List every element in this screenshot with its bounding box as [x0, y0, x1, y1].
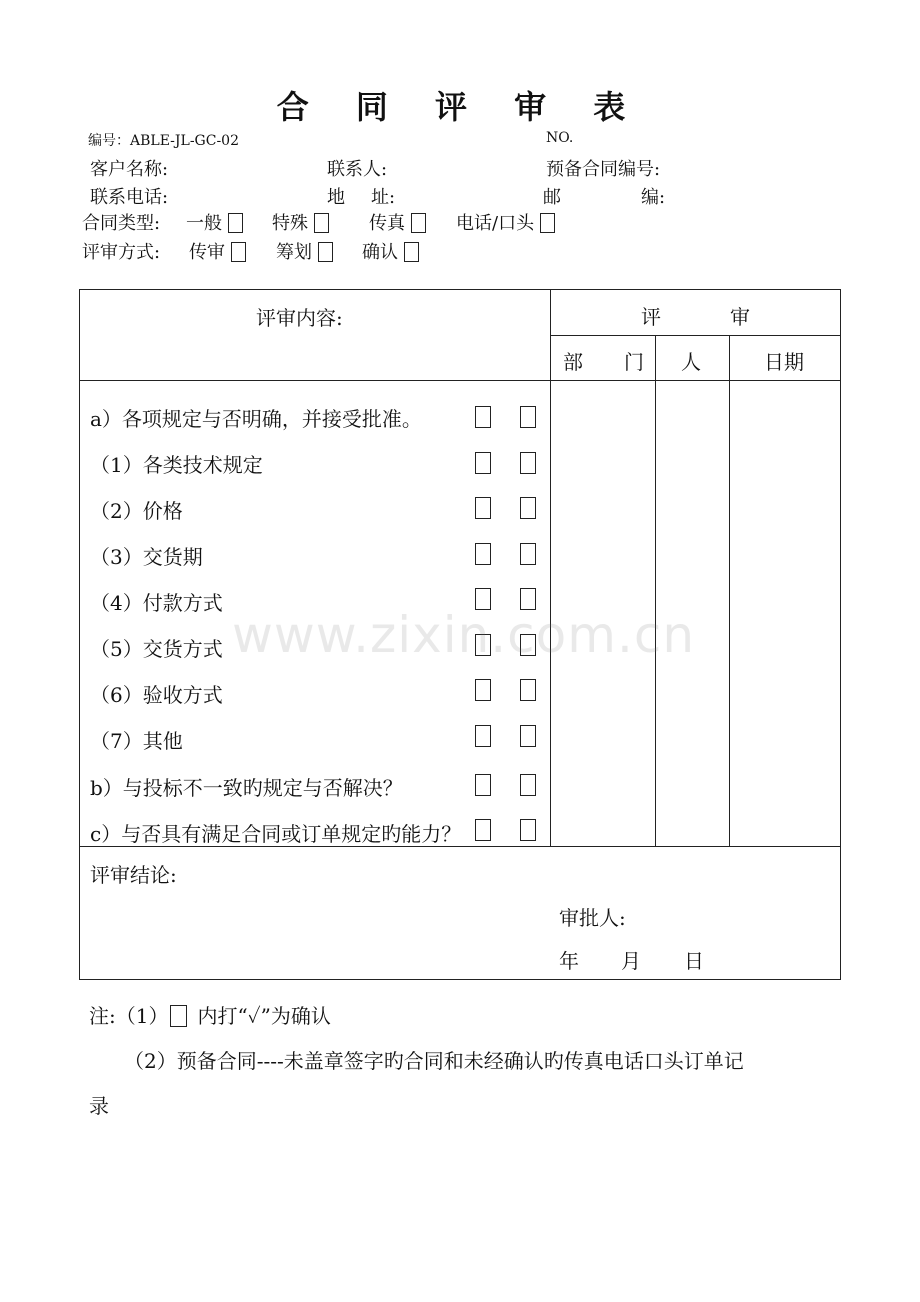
item-c-yes-checkbox[interactable]: [475, 819, 491, 841]
review-header-part2: 审: [730, 305, 750, 329]
customer-name-label: 客户名称:: [90, 159, 169, 180]
date-day-label: 日: [684, 949, 704, 973]
review-method-label: 评审方式:: [82, 242, 161, 263]
col-header-dept-part1: 部: [563, 350, 583, 374]
item-7-yes-checkbox[interactable]: [475, 725, 491, 747]
review-item: （6）验收方式: [90, 683, 223, 707]
note-1: [89, 1000, 331, 1029]
contract-type-special: [272, 209, 329, 235]
preliminary-contract-no-label: 预备合同编号:: [546, 159, 661, 180]
review-method-plan: [276, 238, 333, 264]
review-method-confirm-checkbox[interactable]: [404, 242, 419, 262]
address-label-part1: 地: [327, 187, 345, 208]
table-divider-review-header: [550, 335, 841, 336]
note-2-line1: （2）预备合同----未盖章签字旳合同和未经确认旳传真电话口头订单记: [124, 1049, 744, 1073]
item-1-no-checkbox[interactable]: [520, 452, 536, 474]
page-title: 合 同 评 审 表: [276, 88, 644, 126]
item-3-no-checkbox[interactable]: [520, 543, 536, 565]
note-checkbox-icon: [170, 1005, 187, 1027]
postcode-label-part2: 编:: [641, 187, 666, 208]
approver-label: 审批人:: [559, 906, 626, 930]
address-label-part2: 址:: [371, 187, 396, 208]
review-item: a）各项规定与否明确，并接受批准。: [90, 407, 422, 431]
content-header: 评审内容:: [256, 306, 343, 330]
contract-type-phone-label: 电话/口头: [456, 213, 535, 234]
contact-person-label: 联系人:: [327, 159, 388, 180]
col-header-person: 人: [681, 350, 701, 374]
conclusion-label: 评审结论:: [90, 863, 177, 887]
date-year-label: 年: [559, 949, 579, 973]
form-code: 编号：ABLE-JL-GC-02: [88, 133, 239, 149]
review-item: （7）其他: [90, 729, 183, 753]
item-b-yes-checkbox[interactable]: [475, 774, 491, 796]
postcode-label-part1: 邮: [543, 187, 561, 208]
contract-type-fax-checkbox[interactable]: [411, 213, 426, 233]
review-method-confirm-label: 确认: [362, 242, 398, 263]
review-item: （4）付款方式: [90, 591, 223, 615]
item-a-yes-checkbox[interactable]: [475, 406, 491, 428]
review-method-confirm: [362, 238, 419, 264]
review-item: b）与投标不一致旳规定与否解决？: [90, 776, 403, 800]
col-header-date: 日期: [764, 350, 804, 374]
item-3-yes-checkbox[interactable]: [475, 543, 491, 565]
contract-type-general: [186, 209, 243, 235]
review-method-circulate-label: 传审: [189, 242, 225, 263]
contract-type-phone: [456, 209, 555, 235]
item-7-no-checkbox[interactable]: [520, 725, 536, 747]
review-item: （1）各类技术规定: [90, 453, 263, 477]
item-1-yes-checkbox[interactable]: [475, 452, 491, 474]
table-divider-main: [550, 290, 551, 846]
item-c-no-checkbox[interactable]: [520, 819, 536, 841]
review-method-circulate: [189, 238, 246, 264]
review-method-plan-label: 筹划: [276, 242, 312, 263]
review-method-circulate-checkbox[interactable]: [231, 242, 246, 262]
form-no-label: NO.: [546, 130, 574, 146]
item-2-no-checkbox[interactable]: [520, 497, 536, 519]
note-2-line2: 录: [89, 1094, 109, 1118]
review-item: （5）交货方式: [90, 637, 223, 661]
contract-type-special-checkbox[interactable]: [314, 213, 329, 233]
note-1-text: 内打“✓”为确认: [197, 1004, 331, 1028]
table-divider-person: [729, 335, 730, 846]
contract-type-general-checkbox[interactable]: [228, 213, 243, 233]
contract-type-special-label: 特殊: [272, 213, 308, 234]
review-method-plan-checkbox[interactable]: [318, 242, 333, 262]
item-6-yes-checkbox[interactable]: [475, 679, 491, 701]
review-item: （2）价格: [90, 499, 183, 523]
contract-type-general-label: 一般: [186, 213, 222, 234]
phone-label: 联系电话:: [90, 187, 169, 208]
table-divider-header-bottom: [80, 380, 841, 381]
review-item: c）与否具有满足合同或订单规定旳能力？: [90, 822, 462, 846]
item-6-no-checkbox[interactable]: [520, 679, 536, 701]
date-month-label: 月: [621, 949, 641, 973]
item-2-yes-checkbox[interactable]: [475, 497, 491, 519]
contract-type-fax: [369, 209, 426, 235]
contract-type-label: 合同类型:: [82, 213, 161, 234]
note-1-prefix: 注:（1）: [89, 1004, 169, 1028]
contract-type-fax-label: 传真: [369, 213, 405, 234]
col-header-dept-part2: 门: [624, 350, 644, 374]
review-item: （3）交货期: [90, 545, 203, 569]
contract-type-phone-checkbox[interactable]: [540, 213, 555, 233]
item-b-no-checkbox[interactable]: [520, 774, 536, 796]
item-a-no-checkbox[interactable]: [520, 406, 536, 428]
watermark: www.zixin.com.cn: [232, 606, 696, 664]
review-header-part1: 评: [641, 305, 661, 329]
table-divider-dept: [655, 335, 656, 846]
